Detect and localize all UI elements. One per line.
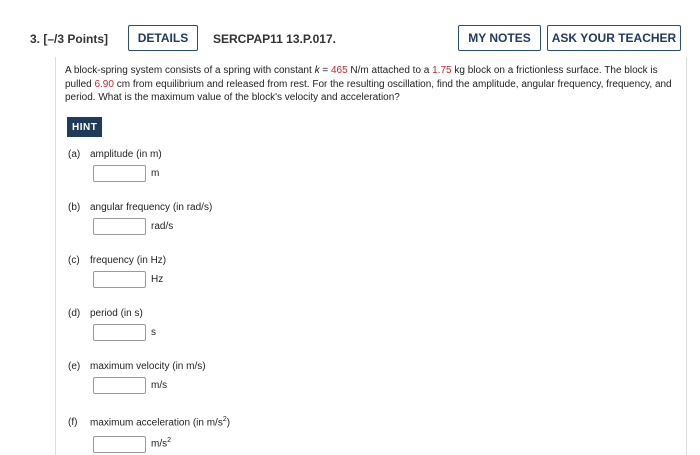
part-a-unit: m	[151, 168, 160, 179]
ask-teacher-button[interactable]: ASK YOUR TEACHER	[547, 25, 681, 51]
part-a-letter: (a)	[68, 149, 81, 160]
question-number: 3. [–/3 Points]	[30, 32, 109, 46]
part-c-unit: Hz	[151, 274, 164, 285]
part-b-unit: rad/s	[151, 221, 174, 232]
mass-value: 1.75	[432, 65, 452, 76]
part-b-label	[68, 202, 212, 213]
part-d-text: period (in s)	[90, 308, 143, 319]
problem-text	[65, 64, 675, 105]
part-f-letter: (f)	[68, 417, 78, 429]
question-header	[0, 0, 700, 52]
part-b-letter: (b)	[68, 202, 81, 213]
part-e-letter: (e)	[68, 361, 81, 372]
part-f-label	[68, 416, 230, 428]
part-a-input[interactable]	[93, 165, 146, 182]
part-c-letter: (c)	[68, 255, 80, 266]
part-e-input[interactable]	[93, 377, 146, 394]
problem-text-5: cm from equilibrium and released from rest. For the resulting oscillation, find the amplitude, angular frequency, frequency, and period. What is the maximum value of the block's velocity and acceleration?	[65, 78, 672, 103]
part-e-label	[68, 361, 206, 372]
my-notes-button[interactable]: MY NOTES	[458, 25, 541, 51]
part-f-text: maximum acceleration (in m/s	[90, 417, 223, 429]
part-f-unit-text: m/s	[151, 438, 168, 450]
problem-code: SERCPAP11 13.P.017.	[213, 32, 336, 46]
part-e-unit: m/s	[151, 380, 168, 391]
part-f-unit	[151, 437, 171, 449]
problem-text-3: N/m attached to a	[347, 65, 433, 76]
part-a-text: amplitude (in m)	[90, 149, 162, 160]
part-c-label	[68, 255, 166, 266]
part-f-input[interactable]	[93, 436, 146, 453]
part-e-text: maximum velocity (in m/s)	[90, 361, 206, 372]
displacement-value: 6.90	[94, 78, 114, 90]
part-d-letter: (d)	[68, 308, 81, 319]
part-b-text: angular frequency (in rad/s)	[90, 202, 213, 213]
problem-text-4: kg block on a frictionless surface. The block is pulled	[65, 65, 658, 90]
part-a-label	[68, 149, 162, 160]
part-f-text-sup: 2	[222, 416, 227, 423]
part-d-unit: s	[151, 327, 156, 338]
part-d-label	[68, 308, 143, 319]
part-d-input[interactable]	[93, 324, 146, 341]
part-f-text-end: )	[226, 417, 231, 429]
problem-text-2: =	[319, 65, 331, 76]
part-c-input[interactable]	[93, 271, 146, 288]
details-button[interactable]: DETAILS	[128, 25, 198, 51]
part-c-text: frequency (in Hz)	[90, 255, 167, 266]
spring-constant-value: 465	[330, 65, 348, 76]
hint-button[interactable]: HINT	[67, 117, 102, 137]
spring-constant-symbol: k	[314, 65, 320, 76]
part-b-input[interactable]	[93, 218, 146, 235]
part-f-unit-sup: 2	[167, 437, 172, 444]
problem-text-1: A block-spring system consists of a spring with constant	[65, 65, 315, 76]
